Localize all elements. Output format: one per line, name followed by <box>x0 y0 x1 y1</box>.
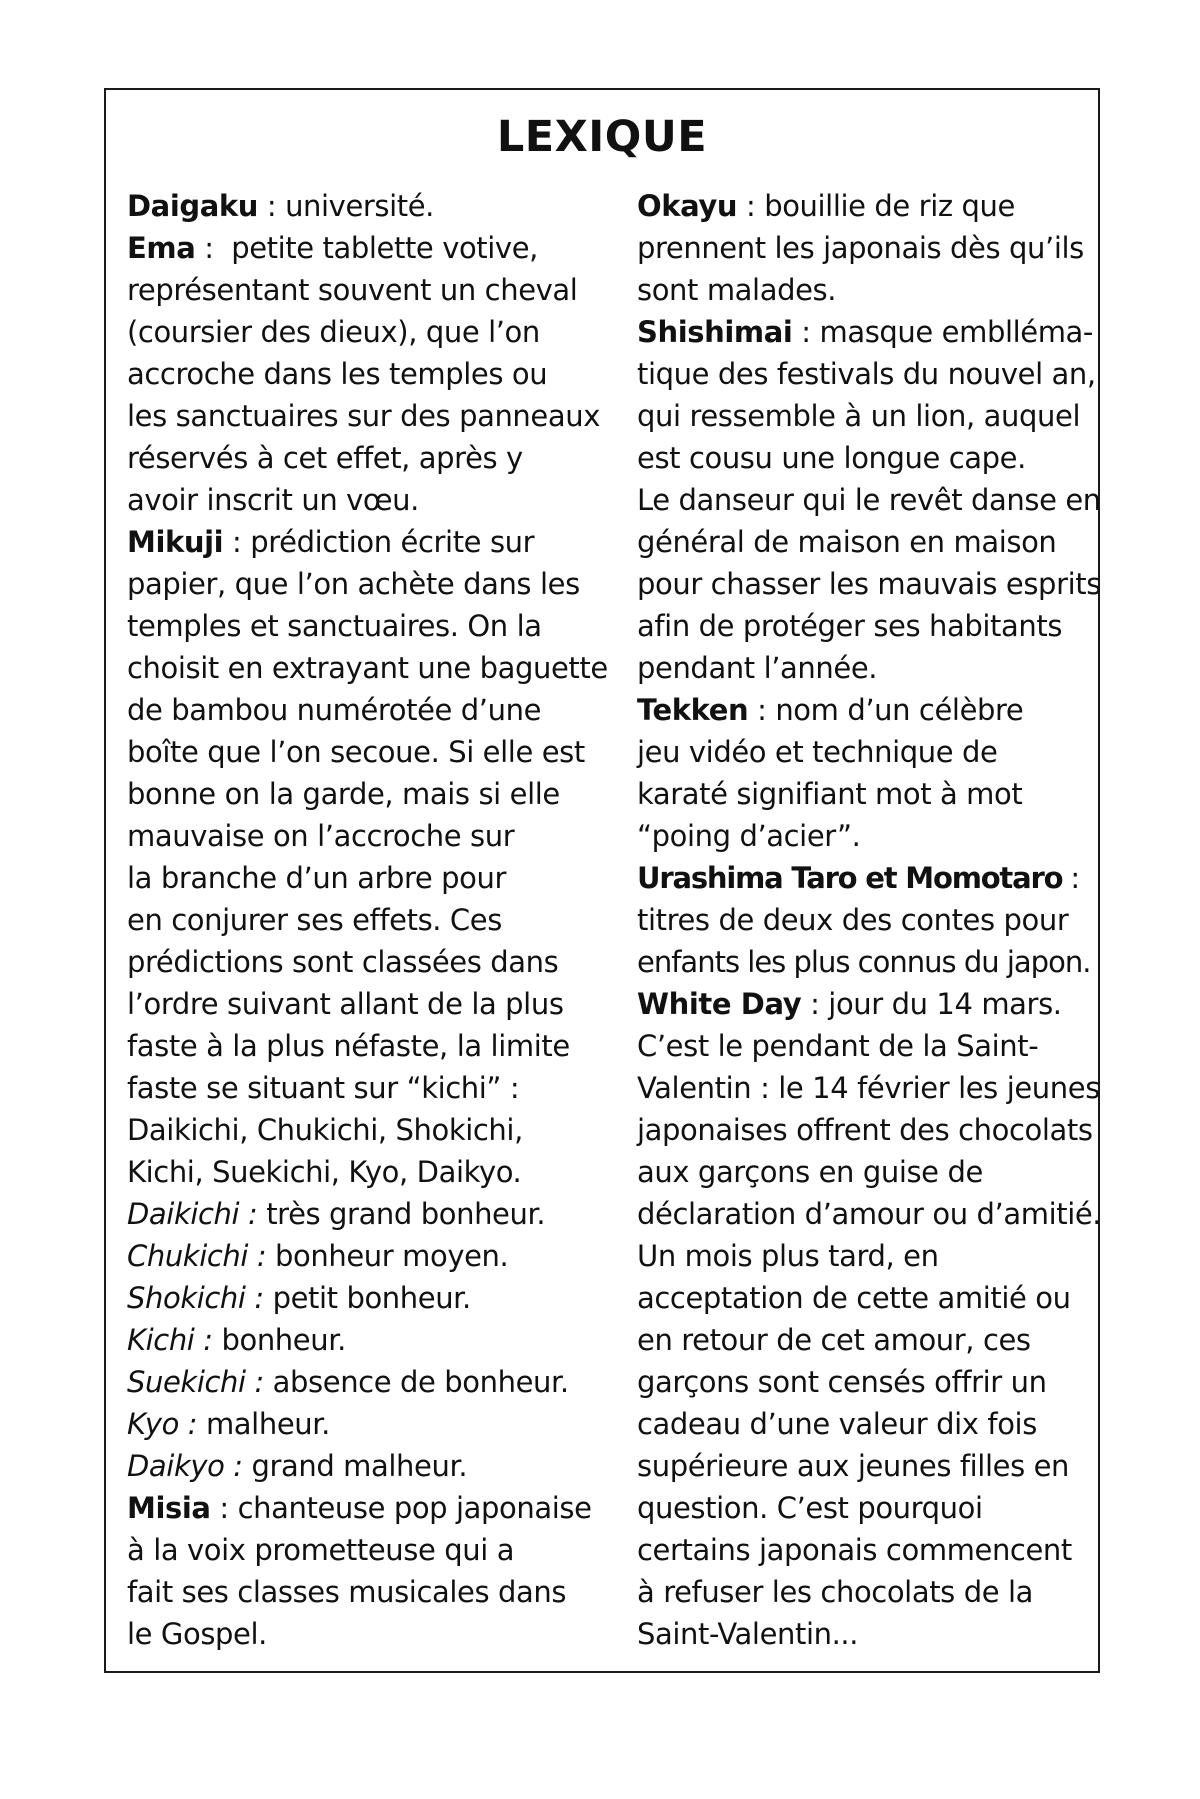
entry-line: fait ses classes musicales dans <box>127 1575 567 1609</box>
entry-line: tique des festivals du nouvel an, <box>637 357 1096 391</box>
entry-line: jeu vidéo et technique de <box>637 735 998 769</box>
mikuji-level: Chukichi : bonheur moyen. <box>127 1239 509 1273</box>
entry-line: avoir inscrit un vœu. <box>127 483 419 517</box>
entry-line: “poing d’acier”. <box>637 819 861 853</box>
entry-line: Saint-Valentin... <box>637 1617 859 1651</box>
entry-line: faste se situant sur “kichi” : <box>127 1071 520 1105</box>
entry-line: de bambou numérotée d’une <box>127 693 542 727</box>
entry-line: Un mois plus tard, en <box>637 1239 939 1273</box>
term-shishimai: Shishimai <box>637 315 793 349</box>
entry-line: boîte que l’on secoue. Si elle est <box>127 735 585 769</box>
entry-line: déclaration d’amour ou d’amitié. <box>637 1197 1102 1231</box>
term-white-day: White Day <box>637 987 802 1021</box>
entry-line: à refuser les chocolats de la <box>637 1575 1034 1609</box>
entry-line: sont malades. <box>637 273 837 307</box>
term-okayu: Okayu <box>637 189 738 223</box>
entry-line: l’ordre suivant allant de la plus <box>127 987 564 1021</box>
entry-line: faste à la plus néfaste, la limite <box>127 1029 570 1063</box>
entry-daigaku: Daigaku : université. <box>127 189 435 223</box>
entry-line: réservés à cet effet, après y <box>127 441 523 475</box>
entry-line: représentant souvent un cheval <box>127 273 578 307</box>
entry-line: japonaises offrent des chocolats <box>637 1113 1093 1147</box>
level-name: Shokichi : <box>127 1281 264 1315</box>
left-column <box>127 185 608 1655</box>
entry-line: bonne on la garde, mais si elle <box>127 777 560 811</box>
entry-line: acceptation de cette amitié ou <box>637 1281 1071 1315</box>
entry-line: est cousu une longue cape. <box>637 441 1026 475</box>
entry-misia: Misia : chanteuse pop japonaise <box>127 1491 592 1525</box>
entry-line: enfants les plus connus du japon. <box>637 945 1091 979</box>
lexicon-title: LEXIQUE <box>496 112 708 162</box>
entry-line: pendant l’année. <box>637 651 878 685</box>
mikuji-level: Kyo : malheur. <box>127 1407 330 1441</box>
entry-line: en retour de cet amour, ces <box>637 1323 1031 1357</box>
term-tekken: Tekken <box>637 693 749 727</box>
entry-line: pour chasser les mauvais esprits <box>637 567 1101 601</box>
entry-urashima: Urashima Taro et Momotaro : <box>637 861 1079 895</box>
entry-line: Valentin : le 14 février les jeunes <box>637 1071 1100 1105</box>
entry-line: mauvaise on l’accroche sur <box>127 819 515 853</box>
entry-line: général de maison en maison <box>637 525 1057 559</box>
entry-line: karaté signifiant mot à mot <box>637 777 1023 811</box>
term-daigaku: Daigaku <box>127 189 259 223</box>
entry-line: cadeau d’une valeur dix fois <box>637 1407 1037 1441</box>
entry-line: qui ressemble à un lion, auquel <box>637 399 1081 433</box>
mikuji-level: Suekichi : absence de bonheur. <box>127 1365 569 1399</box>
level-name: Daikyo : <box>127 1449 243 1483</box>
entry-line: en conjurer ses effets. Ces <box>127 903 502 937</box>
entry-line: question. C’est pourquoi <box>637 1491 983 1525</box>
entry-line: Daikichi, Chukichi, Shokichi, <box>127 1113 523 1147</box>
entry-line: Kichi, Suekichi, Kyo, Daikyo. <box>127 1155 522 1189</box>
mikuji-level: Daikyo : grand malheur. <box>127 1449 468 1483</box>
term-misia: Misia <box>127 1491 211 1525</box>
entry-line: garçons sont censés offrir un <box>637 1365 1047 1399</box>
entry-okayu: Okayu : bouillie de riz que <box>637 189 1015 223</box>
entry-line: prédictions sont classées dans <box>127 945 559 979</box>
entry-line: temples et sanctuaires. On la <box>127 609 542 643</box>
entry-line: prennent les japonais dès qu’ils <box>637 231 1084 265</box>
entry-line: les sanctuaires sur des panneaux <box>127 399 600 433</box>
entry-tekken: Tekken : nom d’un célèbre <box>637 693 1024 727</box>
level-name: Daikichi : <box>127 1197 258 1231</box>
entry-line: aux garçons en guise de <box>637 1155 983 1189</box>
level-name: Kichi : <box>127 1323 213 1357</box>
entry-shishimai: Shishimai : masque emblléma- <box>637 315 1093 349</box>
entry-ema: Ema : petite tablette votive, <box>127 231 538 265</box>
right-column <box>637 185 1102 1655</box>
mikuji-level: Kichi : bonheur. <box>127 1323 346 1357</box>
term-urashima: Urashima Taro et Momotaro <box>637 861 1063 895</box>
entry-line: (coursier des dieux), que l’on <box>127 315 540 349</box>
entry-line: choisit en extrayant une baguette <box>127 651 608 685</box>
entry-line: la branche d’un arbre pour <box>127 861 507 895</box>
entry-white-day: White Day : jour du 14 mars. <box>637 987 1062 1021</box>
mikuji-level: Shokichi : petit bonheur. <box>127 1281 471 1315</box>
entry-line: papier, que l’on achète dans les <box>127 567 580 601</box>
entry-line: titres de deux des contes pour <box>637 903 1069 937</box>
entry-line: Le danseur qui le revêt danse en <box>637 483 1101 517</box>
entry-line: à la voix prometteuse qui a <box>127 1533 515 1567</box>
level-name: Kyo : <box>127 1407 198 1441</box>
mikuji-level: Daikichi : très grand bonheur. <box>127 1197 546 1231</box>
level-name: Suekichi : <box>127 1365 264 1399</box>
term-ema: Ema <box>127 231 196 265</box>
term-mikuji: Mikuji <box>127 525 224 559</box>
entry-line: certains japonais commencent <box>637 1533 1072 1567</box>
entry-line: supérieure aux jeunes filles en <box>637 1449 1070 1483</box>
level-name: Chukichi : <box>127 1239 267 1273</box>
entry-line: accroche dans les temples ou <box>127 357 548 391</box>
entry-line: le Gospel. <box>127 1617 267 1651</box>
entry-mikuji: Mikuji : prédiction écrite sur <box>127 525 535 559</box>
entry-line: afin de protéger ses habitants <box>637 609 1063 643</box>
lexicon-box <box>104 88 1100 1673</box>
entry-line: C’est le pendant de la Saint- <box>637 1029 1039 1063</box>
